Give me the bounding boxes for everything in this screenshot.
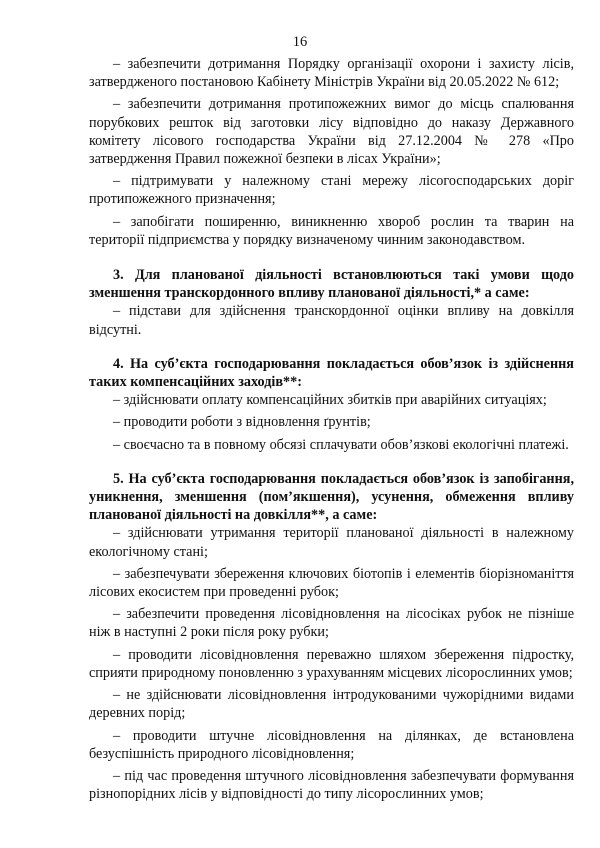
list-item: – проводити штучне лісовідновлення на ділянках, де встановлена безуспішність природного лісовідновлення; [89,727,574,762]
list-item: – здійснювати утримання території планованої діяльності в належному екологічному стані; [89,525,574,560]
list-item: – не здійснювати лісовідновлення інтродукованими чужорідними видами деревних порід; [89,687,574,722]
section-heading: 4. На суб’єкта господарювання покладається обов’язок із здійснення таких компенсаційних заходів**: [89,355,574,391]
section-heading: 5. На суб’єкта господарювання покладається обов’язок із запобігання, уникнення, зменшення (пом’якшення), усунення, обмеження впливу планованої діяльності на довкілля**, а саме: [89,470,574,524]
list-item: – підтримувати у належному стані мережу лісогосподарських доріг протипожежного призначення; [89,173,574,208]
list-item: – своєчасно та в повному обсязі сплачувати обов’язкові екологічні платежі. [113,436,569,453]
list-item: – забезпечити дотримання Порядку організації охорони і захисту лісів, затвердженого постановою Кабінету Міністрів України від 20.05.2022 № 612; [89,56,574,91]
list-item: – під час проведення штучного лісовідновлення забезпечувати формування різнопорідних лісів у відповідності до типу лісорослинних умов; [89,767,574,803]
list-item: – проводити лісовідновлення переважно шляхом збереження підростку, сприяти природному поновленню з урахуванням місцевих лісорослинних умов; [89,646,574,681]
list-item: – здійснювати оплату компенсаційних збитків при аварійних ситуаціях; [113,392,547,409]
page-number: 16 [292,34,308,50]
list-item: – запобігати поширенню, виникненню хвороб рослин та тварин на території підприємства у порядку визначеному чинним законодавством. [89,213,574,248]
list-item: – проводити роботи з відновлення ґрунтів; [113,414,371,431]
section-heading: 3. Для планованої діяльності встановлюються такі умови щодо зменшення транскордонного впливу планованої діяльності,* а саме: [89,267,574,302]
list-item: – забезпечити проведення лісовідновлення на лісосіках рубок не пізніше ніж в наступні 2 роки після року рубки; [89,606,574,641]
list-item: – забезпечити дотримання протипожежних вимог до місць спалювання порубкових решток від заготовки лісу відповідно до наказу Державного комітету лісового господарства України від 27.12.2004 № 278 «Про затвердження Правил пожежної безпеки в лісах України»; [89,96,574,168]
list-item: – забезпечувати збереження ключових біотопів і елементів біорізноманіття лісових екосистем при проведенні рубок; [89,565,574,601]
document-body [89,55,574,807]
list-item: – підстави для здійснення транскордонної оцінки впливу на довкілля відсутні. [89,303,574,338]
